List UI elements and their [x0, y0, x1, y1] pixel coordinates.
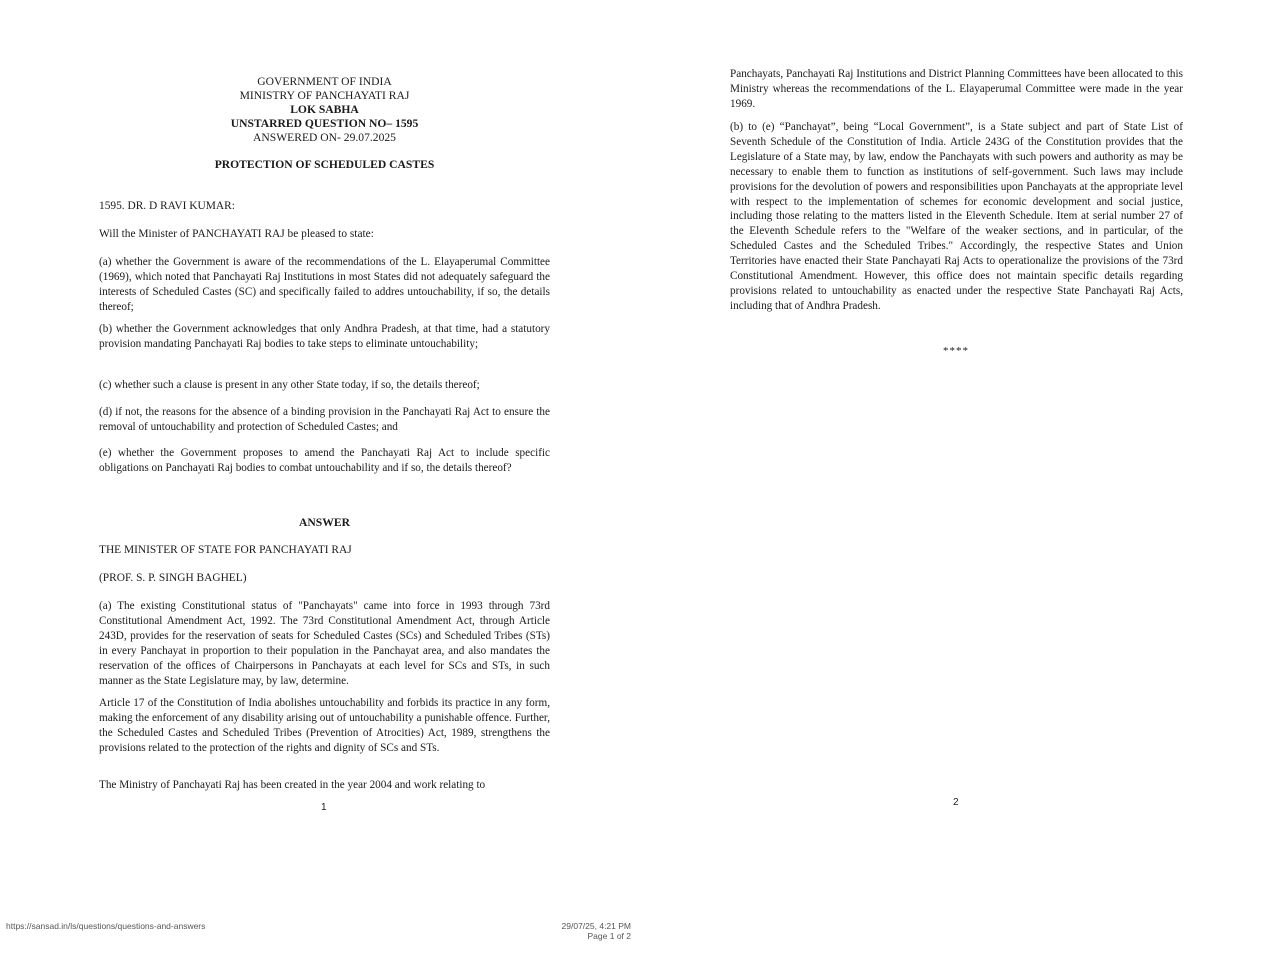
answer-heading: ANSWER: [299, 516, 350, 529]
header-ministry: MINISTRY OF PANCHAYATI RAJ: [239, 89, 410, 102]
header-house: LOK SABHA: [290, 103, 359, 116]
question-d: (d) if not, the reasons for the absence of a binding provision in the Panchayati Raj Act to ensure the removal of untouchability and protection of Scheduled Castes; and: [99, 406, 550, 433]
footer-url: https://sansad.in/ls/questions/questions-and-answers: [6, 921, 206, 931]
document-header: [99, 75, 550, 145]
document-page-2: [730, 0, 1183, 820]
answer-article-17: Article 17 of the Constitution of India abolishes untouchability and forbids its practice in any form, making the enforcement of any disability arising out of untouchability a punishable offence. Further, the Scheduled Castes and Scheduled Tribes (Prevention of Atrocities) Act, 1989, strengthens the provisions related to the protection of the rights and dignity of SCs and STs.: [99, 697, 550, 754]
question-c: (c) whether such a clause is present in any other State today, if so, the details thereof;: [99, 379, 480, 391]
question-e: (e) whether the Government proposes to amend the Panchayati Raj Act to include specific obligations on Panchayati Raj bodies to combat untouchability and if so, the details thereof?: [99, 447, 550, 474]
question-b: (b) whether the Government acknowledges that only Andhra Pradesh, at that time, had a statutory provision mandating Panchayati Raj bodies to take steps to eliminate untouchability;: [99, 323, 550, 350]
answer-ministry-created: The Ministry of Panchayati Raj has been created in the year 2004 and work relating to: [99, 779, 486, 791]
document-page-1: [99, 0, 550, 820]
footer-datetime: 29/07/25, 4:21 PM: [561, 921, 631, 931]
header-government: GOVERNMENT OF INDIA: [257, 75, 392, 88]
end-separator: ****: [943, 345, 969, 357]
page-number: 1: [321, 802, 327, 813]
header-question-number: UNSTARRED QUESTION NO– 1595: [230, 117, 419, 130]
footer-timestamp: [556, 921, 631, 941]
question-a: (a) whether the Government is aware of the recommendations of the L. Elayaperumal Committee (1969), which noted that Panchayati Raj Institutions in most States did not adequately safeguard the interests of Scheduled Castes (SC) and specifically failed to addres untouchability, if so, the details thereof;: [99, 256, 550, 313]
question-intro: Will the Minister of PANCHAYATI RAJ be pleased to state:: [99, 228, 374, 240]
footer-page-info: Page 1 of 2: [587, 931, 631, 941]
document-title: PROTECTION OF SCHEDULED CASTES: [214, 158, 435, 171]
minister-name: (PROF. S. P. SINGH BAGHEL): [99, 572, 247, 584]
asker-name: 1595. DR. D RAVI KUMAR:: [99, 200, 235, 212]
page-number: 2: [953, 797, 959, 808]
answer-b-to-e: (b) to (e) “Panchayat”, being “Local Government”, is a State subject and part of State List of Seventh Schedule of the Constitution of India. Article 243G of the Constitution provides that the Legislature of a State may, by law, endow the Panchayats with such powers and authority as may be necessary to enable them to function as institutions of self-government. Such laws may include provisions for the devolution of powers and responsibilities upon Panchayats at the appropriate level with respect to the implementation of schemes for economic development and social justice, including those relating to the matters listed in the Eleventh Schedule. Item at serial number 27 of the Eleventh Schedule refers to the "Welfare of the weaker sections, and in particular, of the Scheduled Castes and the Scheduled Tribes." Accordingly, the respective States and Union Territories have enacted their State Panchayati Raj Acts to operationalize the provisions of the 73rd Constitutional Amendment. However, this office does not maintain specific details regarding provisions related to untouchability as enacted under the respective State Panchayati Raj Acts, including that of Andhra Pradesh.: [730, 121, 1183, 312]
minister-title: THE MINISTER OF STATE FOR PANCHAYATI RAJ: [99, 544, 352, 556]
header-answered-date: ANSWERED ON- 29.07.2025: [253, 131, 396, 144]
answer-a: (a) The existing Constitutional status of "Panchayats" came into force in 1993 through 73rd Constitutional Amendment Act, 1992. The 73rd Constitutional Amendment Act, through Article 243D, provides for the reservation of seats for Scheduled Castes (SCs) and Scheduled Tribes (STs) in every Panchayat in proportion to their population in the Panchayat area, and also mandates the reservation of the offices of Chairpersons in Panchayats at each level for SCs and STs, in such manner as the State Legislature may, by law, determine.: [99, 600, 550, 687]
continued-paragraph: Panchayats, Panchayati Raj Institutions and District Planning Committees have been allocated to this Ministry whereas the recommendations of the L. Elayaperumal Committee were made in the year 1969.: [730, 68, 1183, 110]
